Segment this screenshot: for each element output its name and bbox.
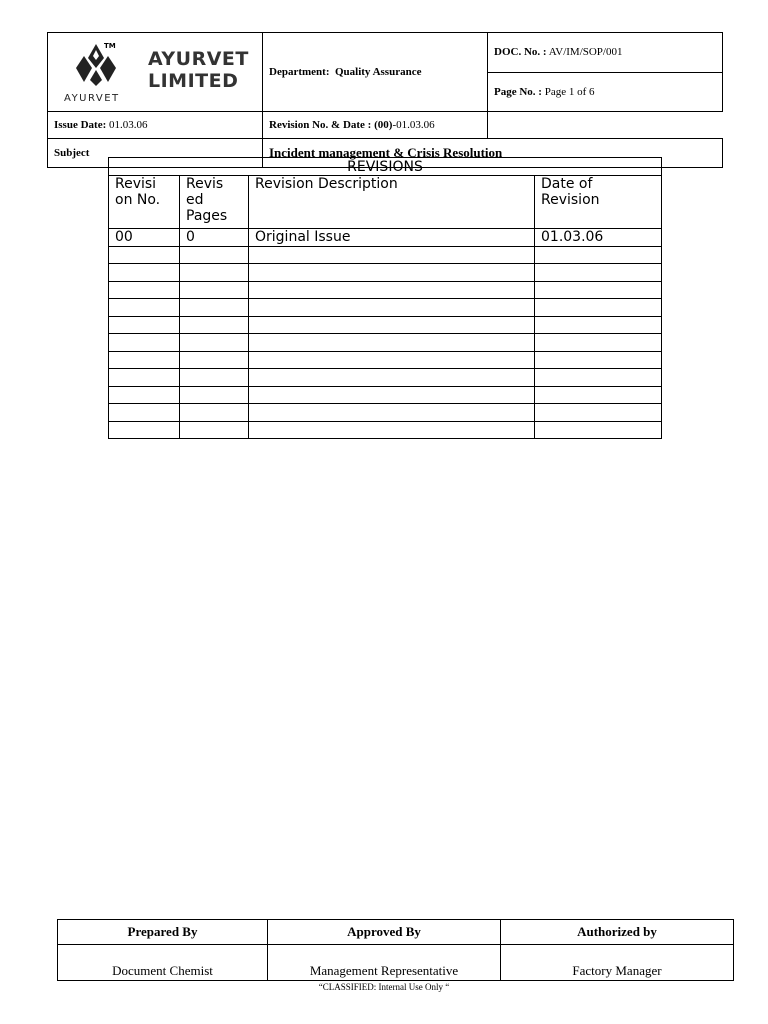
issue-date-cell: Issue Date: 01.03.06 (48, 112, 263, 139)
company-logo-cell (48, 33, 263, 112)
department-value: Quality Assurance (334, 66, 422, 78)
revision-cell: Revision No. & Date : (00)-01.03.06 (263, 112, 488, 139)
table-row (109, 246, 662, 264)
page-no-cell: Page No. : Page 1 of 6 (488, 72, 723, 112)
department-cell: Department: Quality Assurance (263, 33, 488, 112)
table-row (109, 281, 662, 299)
revisions-title: REVISIONS (109, 158, 662, 176)
column-header: Revisi on No. (109, 176, 180, 229)
table-row (109, 229, 662, 247)
prepared-by-value: Document Chemist (58, 945, 268, 981)
doc-no-cell: DOC. No. : AV/IM/SOP/001 (488, 33, 723, 73)
column-header: Date of Revision (535, 176, 662, 229)
company-name: AYURVET LIMITED (148, 48, 249, 92)
revisions-header-row (109, 176, 662, 229)
revision-no-cell: 00 (109, 229, 180, 247)
table-row (109, 299, 662, 317)
trademark-mark: TM (104, 42, 116, 50)
authorized-by-header: Authorized by (501, 920, 734, 945)
subject-value: Incident management & Crisis Resolution (263, 139, 723, 168)
approved-by-value: Management Representative (268, 945, 501, 981)
column-header: Revision Description (249, 176, 535, 229)
revised-pages-cell: 0 (180, 229, 249, 247)
table-row (109, 351, 662, 369)
doc-no-value: AV/IM/SOP/001 (548, 46, 623, 59)
revision-date-cell: 01.03.06 (535, 229, 662, 247)
table-row (109, 421, 662, 439)
approved-by-header: Approved By (268, 920, 501, 945)
prepared-by-header: Prepared By (58, 920, 268, 945)
table-row (109, 334, 662, 352)
issue-date-value: 01.03.06 (109, 119, 148, 131)
table-row (109, 386, 662, 404)
subject-label-cell: Subject (48, 139, 263, 168)
revision-description-cell: Original Issue (249, 229, 535, 247)
revision-value: -01.03.06 (392, 119, 435, 131)
logo-subtext: AYURVET (64, 93, 120, 104)
approval-table (57, 919, 734, 981)
table-row (109, 369, 662, 387)
page-no-value: Page 1 of 6 (544, 85, 595, 98)
table-row (109, 264, 662, 282)
table-row (109, 404, 662, 422)
column-header: Revis ed Pages (180, 176, 249, 229)
authorized-by-value: Factory Manager (501, 945, 734, 981)
company-logo (48, 33, 261, 111)
document-header (47, 32, 723, 168)
table-row (109, 316, 662, 334)
classification-note: “CLASSIFIED: Internal Use Only “ (318, 982, 450, 992)
revisions-table (108, 157, 662, 439)
